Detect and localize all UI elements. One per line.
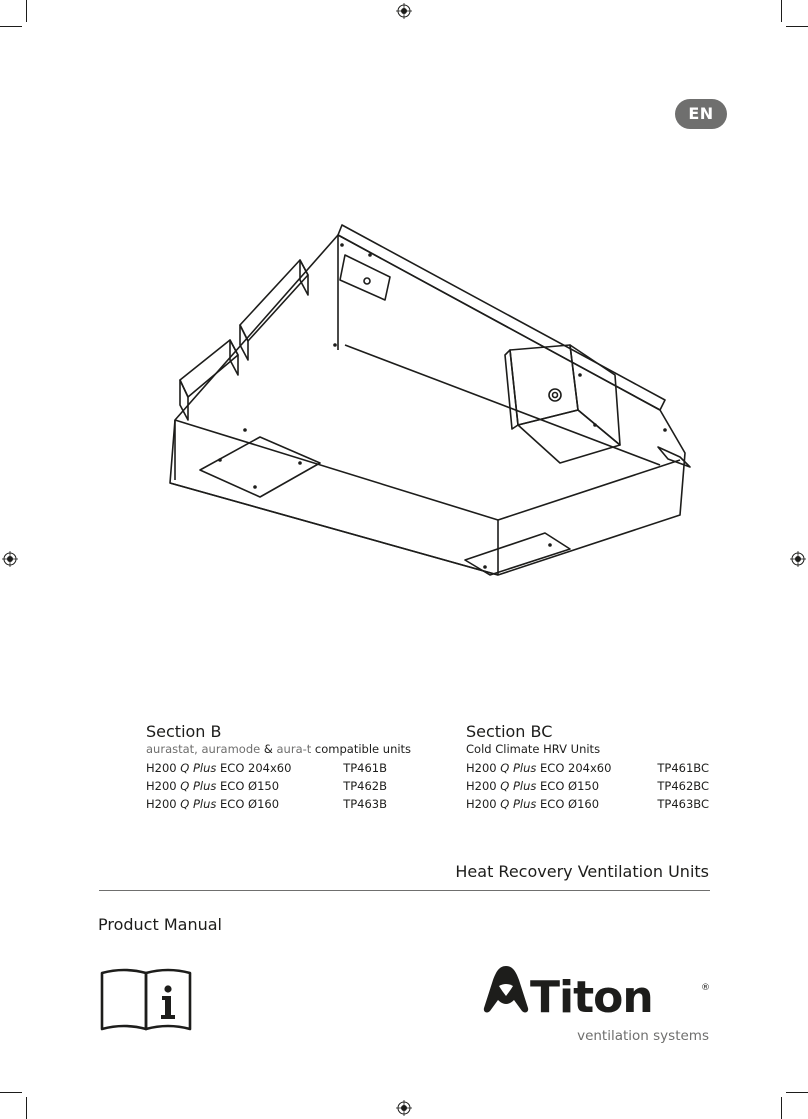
product-code: TP463BC (657, 797, 709, 811)
compat-separator: & (260, 742, 277, 756)
model-name: H200 Q Plus ECO Ø160 (146, 797, 280, 811)
product-line-heading: Heat Recovery Ventilation Units (455, 862, 709, 881)
crop-mark (26, 1097, 27, 1119)
registration-mark-icon (2, 551, 18, 567)
compat-aura-t: aura-t (276, 742, 312, 756)
document-type: Product Manual (98, 915, 222, 934)
section-bc-row (466, 761, 709, 777)
section-bc-row (466, 779, 709, 795)
crop-mark (781, 1097, 782, 1119)
crop-mark (26, 0, 27, 22)
section-b-row (146, 797, 387, 813)
crop-mark (786, 1092, 808, 1093)
model-name: H200 Q Plus ECO Ø150 (146, 779, 280, 793)
section-b-title: Section B (146, 722, 222, 741)
brand-tagline: ventilation systems (577, 1028, 709, 1044)
registered-mark: ® (701, 983, 710, 993)
titon-logo-icon (483, 964, 529, 1014)
compat-auramode: auramode (201, 742, 261, 756)
product-code: TP461BC (657, 761, 709, 775)
product-code: TP462B (343, 779, 387, 793)
section-b-row (146, 779, 387, 795)
read-manual-icon (99, 965, 193, 1033)
brand-name: Titon (530, 972, 653, 1023)
divider (99, 890, 710, 891)
section-b-row (146, 761, 387, 777)
crop-mark (0, 26, 22, 27)
registration-mark-icon (396, 1100, 412, 1116)
product-code: TP463B (343, 797, 387, 811)
model-name: H200 Q Plus ECO 204x60 (146, 761, 292, 775)
crop-mark (0, 1092, 22, 1093)
section-bc-row (466, 797, 709, 813)
crop-mark (781, 0, 782, 22)
product-code: TP461B (343, 761, 387, 775)
section-b-compatibility (146, 742, 411, 756)
section-bc-subtitle: Cold Climate HRV Units (466, 742, 601, 756)
model-name: H200 Q Plus ECO Ø150 (466, 779, 600, 793)
model-name: H200 Q Plus ECO Ø160 (466, 797, 600, 811)
compat-aurastat: aurastat (146, 742, 195, 756)
section-bc-title: Section BC (466, 722, 553, 741)
crop-mark (786, 26, 808, 27)
language-badge: EN (675, 99, 727, 129)
registration-mark-icon (396, 3, 412, 19)
compat-separator: , (194, 742, 202, 756)
registration-mark-icon (790, 551, 806, 567)
product-code: TP462BC (657, 779, 709, 793)
ventilation-unit-illustration (160, 215, 700, 585)
model-name: H200 Q Plus ECO 204x60 (466, 761, 612, 775)
compat-tail: compatible units (311, 742, 412, 756)
